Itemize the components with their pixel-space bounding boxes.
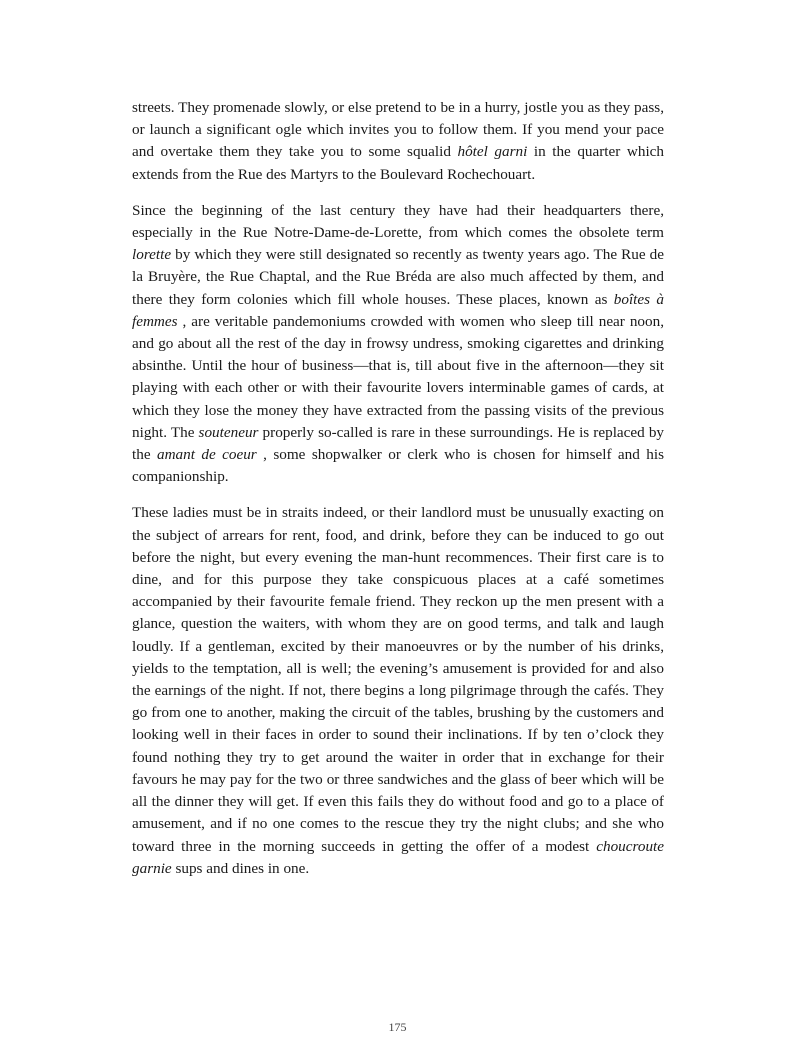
paragraph — [132, 97, 664, 186]
text-run: , are veritable pandemoniums crowded with women who sleep till near noon, and go about all the rest of the day in frowsy undress, smoking cigarettes and drinking absinthe. Until the hour of business—that is, till about five in the afternoon—they sit playing with each other or with their favourite lovers interminable games of cards, at which they lose the money they have extracted from the passing visits of the previous night. The — [132, 312, 664, 441]
body-text — [132, 97, 664, 894]
text-run: These ladies must be in straits indeed, or their landlord must be unusually exacting on the subject of arrears for rent, food, and drink, before they can be induced to go out before the night, but every evening the man-hunt recommences. Their first care is to dine, and for this purpose they take conspicuous places at a café sometimes accompanied by their favourite female friend. They reckon up the men present with a glance, question the waiters, with whom they are on good terms, and talk and laugh loudly. If a gentleman, excited by their manoeuvres or by the number of his drinks, yields to the temptation, all is well; the evening’s amusement is provided for and also the earnings of the night. If not, there begins a long pilgrimage through the cafés. They go from one to another, making the circuit of the tables, brushing by the customers and looking well in their faces in order to sound their inclinations. If by ten o’clock they found nothing they try to get around the waiter in order that in exchange for their favours he may pay for the two or three sandwiches and the glass of beer which will be all the dinner they will get. If even this fails they do without food and go to a place of amusement, and if no one comes to the rescue they try the night clubs; and she who toward three in the morning succeeds in getting the offer of a modest — [132, 504, 664, 855]
text-run: , some shopwalker or clerk who is chosen for himself and his companionship. — [132, 446, 665, 486]
italic-phrase: amant de coeur — [156, 446, 257, 464]
italic-phrase: souteneur — [198, 423, 259, 441]
text-run: by which they were still designated so recently as twenty years ago. The Rue de la Bruyère, the Rue Chaptal, and the Rue Bréda are also much affected by them, and there they form colonies which fill whole houses. These places, known as — [132, 246, 664, 308]
text-run: properly so-called is rare in these surroundings. He is replaced by the — [132, 423, 665, 464]
italic-phrase: choucroute garnie — [132, 837, 664, 877]
text-run: sups and dines in one. — [171, 859, 310, 877]
italic-phrase: lorette — [132, 246, 172, 264]
text-run: streets. They promenade slowly, or else pretend to be in a hurry, jostle you as they pass, or launch a significant ogle which invites you to follow them. If you mend your pace and overtake them they take you to some squalid — [132, 99, 664, 161]
page-number: 175 — [388, 1020, 407, 1034]
text-run: Since the beginning of the last century they have had their headquarters there, especially in the Rue Notre-Dame-de-Lorette, from which comes the obsolete term — [132, 201, 664, 242]
italic-phrase: hôtel garni — [457, 143, 528, 161]
paragraph — [132, 502, 664, 879]
paragraph — [132, 200, 664, 489]
italic-phrase: boîtes à femmes — [132, 290, 664, 330]
text-run: in the quarter which extends from the Rue des Martyrs to the Boulevard Rochechouart. — [132, 143, 664, 183]
